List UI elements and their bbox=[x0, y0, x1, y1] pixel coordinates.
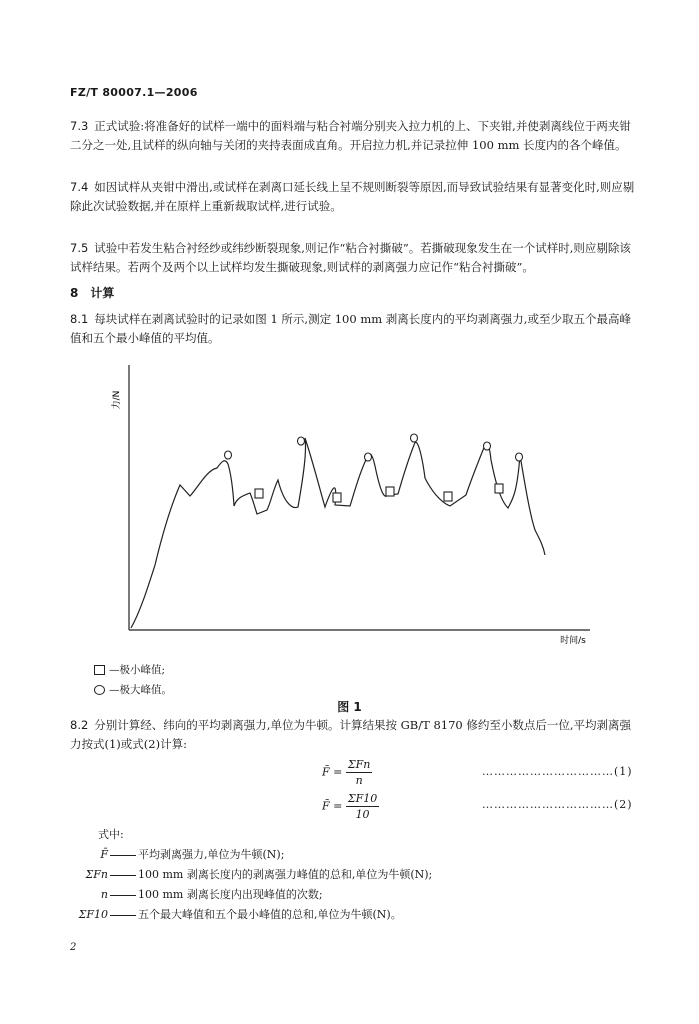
peel-curve-figure bbox=[95, 350, 595, 650]
formula-2 bbox=[322, 792, 379, 821]
dash-line bbox=[110, 855, 136, 856]
fraction bbox=[346, 792, 379, 821]
definition-row bbox=[70, 885, 432, 905]
section-8-2 bbox=[70, 716, 636, 754]
section-8-1 bbox=[70, 310, 636, 348]
peel-force-curve bbox=[131, 438, 545, 628]
definition-row bbox=[70, 845, 432, 865]
circle-icon bbox=[94, 685, 105, 695]
section-number: 7.5 bbox=[70, 241, 89, 255]
legend-max-label: —极大峰值。 bbox=[109, 684, 172, 696]
leader-dots: …………………………… bbox=[482, 765, 614, 778]
heading-title: 计算 bbox=[90, 286, 115, 300]
formula-2-leader bbox=[482, 798, 633, 811]
formula-1-leader bbox=[482, 765, 633, 778]
definition-symbol: n bbox=[100, 888, 108, 901]
section-7-5 bbox=[70, 239, 636, 277]
max-peak-marker bbox=[411, 434, 418, 442]
y-axis-label: 力/N bbox=[112, 390, 122, 410]
definition-symbol: ΣFn bbox=[85, 868, 108, 881]
section-text: 如因试样从夹钳中滑出,或试样在剥离口延长线上呈不规则断裂等原因,而导致试验结果有显著变化时,则应剔除此次试验数据,并在原样上重新裁取试样,进行试验。 bbox=[70, 180, 635, 213]
x-axis-label: 时间/s bbox=[560, 636, 586, 646]
definitions bbox=[70, 825, 432, 925]
min-peak-marker bbox=[255, 489, 263, 498]
definition-row bbox=[70, 865, 432, 885]
section-number: 7.4 bbox=[70, 180, 89, 194]
definition-row bbox=[70, 905, 432, 925]
section-number: 8.2 bbox=[70, 718, 89, 732]
max-peak-marker bbox=[298, 437, 305, 445]
dash-line bbox=[110, 915, 136, 916]
definition-symbol: F̄ bbox=[100, 848, 108, 861]
min-peak-marker bbox=[444, 492, 452, 501]
formula-lhs: F̄ = bbox=[322, 765, 343, 779]
definition-symbol: ΣF10 bbox=[78, 908, 108, 921]
max-peak-marker bbox=[225, 451, 232, 459]
legend-min-label: —极小峰值; bbox=[109, 664, 166, 676]
min-peak-marker bbox=[495, 484, 503, 493]
dash-line bbox=[110, 895, 136, 896]
heading-number: 8 bbox=[70, 286, 79, 300]
denominator: n bbox=[355, 774, 363, 787]
max-peak-marker bbox=[484, 442, 491, 450]
definition-text: 100 mm 剥离长度内出现峰值的次数; bbox=[138, 888, 323, 901]
fraction bbox=[346, 758, 373, 787]
page-number: 2 bbox=[70, 942, 77, 953]
max-peak-marker bbox=[365, 453, 372, 461]
definition-text: 100 mm 剥离长度内的剥离强力峰值的总和,单位为牛顿(N); bbox=[138, 868, 433, 881]
max-peak-marker bbox=[516, 453, 523, 461]
section-text: 试验中若发生粘合衬经纱或纬纱断裂现象,则记作“粘合衬撕破”。若撕破现象发生在一个试样时,则应剔除该试样结果。若两个及两个以上试样均发生撕破现象,则试样的剥离强力应记作“粘合衬撕破”。 bbox=[70, 241, 631, 274]
definition-text: 平均剥离强力,单位为牛顿(N); bbox=[138, 848, 285, 861]
section-text: 正式试验:将准备好的试样一端中的面料端与粘合衬端分别夹入拉力机的上、下夹钳,并使剥离线位于两夹钳二分之一处,且试样的纵向轴与关闭的夹持表面成直角。开启拉力机,并记录拉伸 100 mm 长度内的各个峰值。 bbox=[70, 119, 631, 152]
dash-line bbox=[110, 875, 136, 876]
standard-header: FZ/T 80007.1—2006 bbox=[70, 86, 198, 99]
formula-1 bbox=[322, 758, 372, 787]
section-7-4 bbox=[70, 178, 636, 216]
equation-number: (1) bbox=[614, 765, 633, 778]
legend-min bbox=[94, 662, 165, 677]
section-text: 每块试样在剥离试验时的记录如图 1 所示,测定 100 mm 剥离长度内的平均剥离强力,或至少取五个最高峰值和五个最小峰值的平均值。 bbox=[70, 312, 631, 345]
section-number: 7.3 bbox=[70, 119, 89, 133]
definition-text: 五个最大峰值和五个最小峰值的总和,单位为牛顿(N)。 bbox=[138, 908, 402, 921]
formula-lhs: F̄ = bbox=[322, 799, 343, 813]
section-text: 分别计算经、纬向的平均剥离强力,单位为牛顿。计算结果按 GB/T 8170 修约至小数点后一位,平均剥离强力按式(1)或式(2)计算: bbox=[70, 718, 632, 751]
equation-number: (2) bbox=[614, 798, 633, 811]
min-peak-marker bbox=[333, 493, 341, 502]
section-8-heading bbox=[70, 284, 114, 301]
legend-max bbox=[94, 682, 172, 697]
numerator: ΣF10 bbox=[347, 792, 378, 805]
leader-dots: …………………………… bbox=[482, 798, 614, 811]
numerator: ΣFn bbox=[347, 758, 371, 771]
figure-caption: 图 1 bbox=[337, 700, 362, 714]
section-7-3 bbox=[70, 117, 636, 155]
min-peak-marker bbox=[386, 487, 394, 496]
square-icon bbox=[94, 665, 105, 675]
denominator: 10 bbox=[355, 808, 370, 821]
section-number: 8.1 bbox=[70, 312, 89, 326]
where-label: 式中: bbox=[98, 828, 124, 841]
